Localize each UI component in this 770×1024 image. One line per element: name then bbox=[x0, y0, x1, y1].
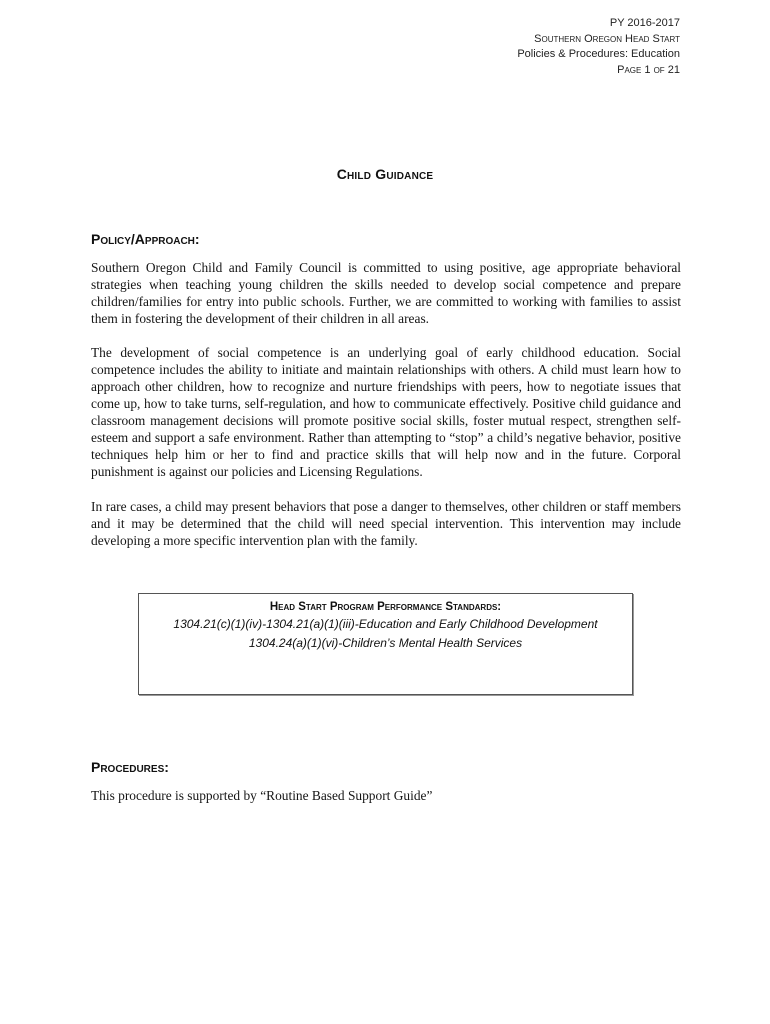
procedures-heading: Procedures: bbox=[91, 759, 169, 775]
standards-line-2: 1304.24(a)(1)(vi)-Children’s Mental Health Services bbox=[248, 636, 523, 650]
document-section: Policies & Procedures: Education bbox=[517, 48, 680, 60]
standards-title: Head Start Program Performance Standards: bbox=[269, 601, 502, 613]
standards-line-1: 1304.21(c)(1)(iv)-1304.21(a)(1)(iii)-Education and Early Childhood Development bbox=[173, 617, 598, 631]
page-number: Page 1 of 21 bbox=[617, 63, 680, 76]
document-title: Child Guidance bbox=[336, 166, 434, 182]
page-header bbox=[517, 16, 680, 78]
program-year: PY 2016-2017 bbox=[609, 17, 680, 29]
policy-paragraph-2: The development of social competence is an underlying goal of early childhood education. Social competence includes the ability to initiate and maintain relationships with others. A child must learn how to approach other children, how to recognize and nurture friendships with peers, how to negotiate issues that come up, how to take turns, self-regulation, and how to communicate effectively. Positive child guidance and classroom management decisions will promote positive social skills, foster mutual respect, strengthen self-esteem and support a safe environment. Rather than attempting to “stop” a child’s negative behavior, positive techniques help him or her to find and practice skills that will help now and in the future. Corporal punishment is against our policies and Licensing Regulations. bbox=[91, 345, 681, 479]
standards-box bbox=[138, 593, 633, 695]
policy-paragraph-1: Southern Oregon Child and Family Council is committed to using positive, age appropriate behavioral strategies when teaching young children the skills needed to develop social competence and prepare children/families for entry into public schools. Further, we are committed to working with families to assist them in fostering the development of their children in all areas. bbox=[91, 260, 681, 326]
policy-heading: Policy/Approach: bbox=[91, 231, 200, 247]
organization-name: Southern Oregon Head Start bbox=[534, 32, 680, 45]
policy-paragraph-3: In rare cases, a child may present behaviors that pose a danger to themselves, other children or staff members and it may be determined that the child will need special intervention. This intervention may include developing a more specific intervention plan with the family. bbox=[91, 499, 681, 548]
procedures-text: This procedure is supported by “Routine Based Support Guide” bbox=[91, 788, 433, 803]
